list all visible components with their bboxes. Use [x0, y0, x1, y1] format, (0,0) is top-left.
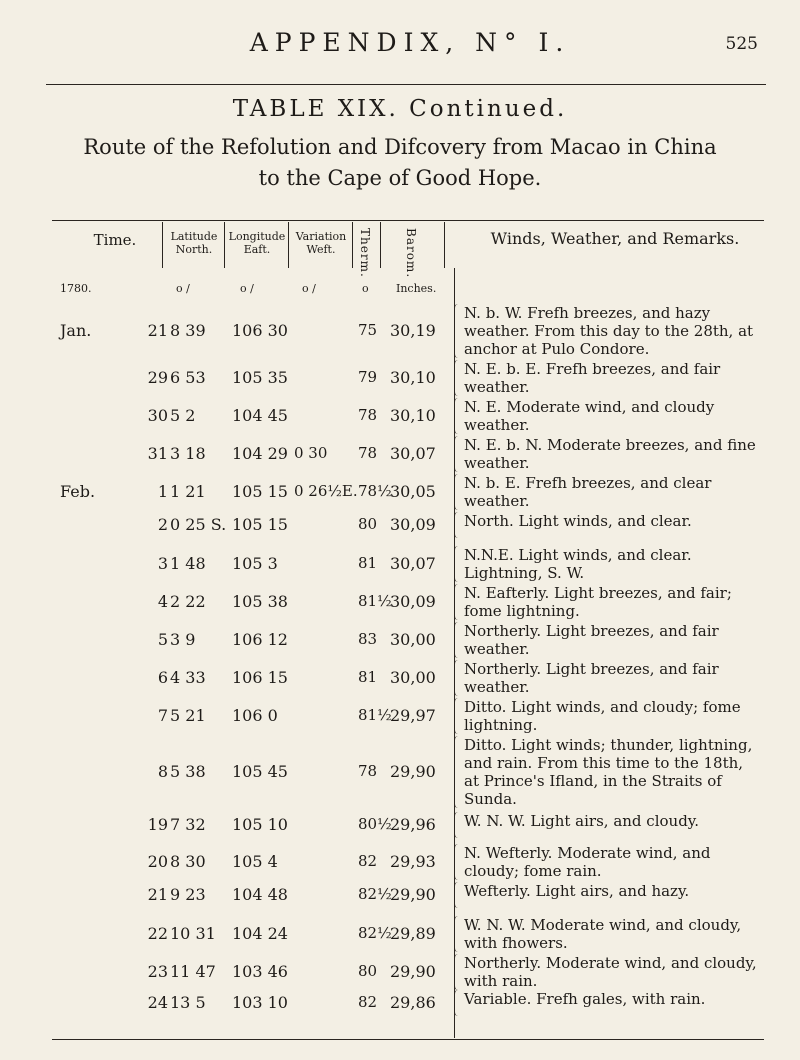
row-latitude: 10 31	[170, 924, 216, 943]
table-row	[52, 736, 764, 808]
table-title: TABLE XIX. Continued.	[232, 96, 568, 122]
table-row	[52, 660, 764, 696]
row-barom: 29,86	[390, 993, 436, 1012]
row-remark: Variable. Frefh gales, with rain.	[464, 990, 706, 1008]
row-therm: 78	[358, 406, 378, 424]
row-latitude: 3 18	[170, 444, 206, 463]
lon-unit: o /	[240, 282, 254, 295]
col-divider	[352, 222, 353, 268]
row-remark: N. E. Moderate wind, and cloudy weather.	[464, 398, 715, 434]
running-head-title: APPENDIX, N° I.	[249, 28, 571, 57]
table-subtitle: Route of the Refolution and Difcovery from Macao in China to the Cape of Good Hope.	[83, 135, 717, 190]
header-time: Time.	[93, 231, 137, 249]
col-divider	[224, 222, 225, 268]
row-therm: 81½	[358, 592, 392, 610]
row-remark: Wefterly. Light airs, and hazy.	[464, 882, 690, 900]
table-row	[52, 304, 764, 358]
row-therm: 81	[358, 668, 378, 686]
row-latitude: 1 21	[170, 482, 206, 501]
row-latitude: 3 9	[170, 630, 196, 649]
header-latitude: Latitude North.	[170, 230, 218, 256]
row-day: 22	[147, 924, 168, 943]
header-barom: Barom.	[404, 228, 418, 279]
row-therm: 80	[358, 962, 378, 980]
row-barom: 30,05	[390, 482, 436, 501]
therm-unit: o	[362, 282, 369, 295]
header-variation: Variation Weft.	[295, 230, 347, 256]
row-therm: 83	[358, 630, 378, 648]
row-remark: Ditto. Light winds; thunder, lightning, and rain. From this time to the 18th, at Prince's Ifland, in the Straits of Sunda.	[464, 736, 753, 808]
table-row	[52, 512, 764, 538]
row-month: Jan.	[60, 321, 92, 340]
row-longitude: 105 45	[232, 762, 288, 781]
row-therm: 78	[358, 762, 378, 780]
row-barom: 29,96	[390, 815, 436, 834]
table-row	[52, 474, 764, 510]
row-remark: N. E. b. E. Frefh breezes, and fair weather.	[464, 360, 721, 396]
row-barom: 30,19	[390, 321, 436, 340]
row-latitude: 7 32	[170, 815, 206, 834]
row-longitude: 105 4	[232, 852, 278, 871]
row-therm: 82½	[358, 924, 392, 942]
brace-icon	[454, 698, 459, 734]
brace-icon	[454, 584, 459, 620]
running-head	[0, 28, 800, 68]
table-row	[52, 954, 764, 990]
row-remark: W. N. W. Light airs, and cloudy.	[464, 812, 700, 830]
row-latitude: 5 38	[170, 762, 206, 781]
row-day: 23	[147, 962, 168, 981]
row-therm: 75	[358, 321, 378, 339]
brace-icon	[454, 436, 459, 472]
table-row	[52, 990, 764, 1016]
page-number: 525	[725, 34, 758, 54]
row-variation: 0 26½E.	[294, 482, 358, 500]
row-therm: 82	[358, 993, 378, 1011]
table-row	[52, 812, 764, 838]
row-remark: N. Wefterly. Moderate wind, and cloudy; fome rain.	[464, 844, 711, 880]
brace-icon	[454, 916, 459, 952]
row-remark: Northerly. Moderate wind, and cloudy, with rain.	[464, 954, 757, 990]
row-therm: 79	[358, 368, 378, 386]
row-day: 1	[157, 482, 168, 501]
row-day: 21	[147, 321, 168, 340]
row-latitude: 5 2	[170, 406, 196, 425]
row-latitude: 0 25 S.	[170, 515, 227, 534]
table-row	[52, 698, 764, 734]
table-row	[52, 584, 764, 620]
row-day: 20	[147, 852, 168, 871]
col-divider	[162, 222, 163, 268]
row-barom: 30,00	[390, 668, 436, 687]
row-therm: 80	[358, 515, 378, 533]
row-day: 7	[157, 706, 168, 725]
table-row	[52, 436, 764, 472]
row-therm: 78	[358, 444, 378, 462]
row-therm: 81	[358, 554, 378, 572]
row-day: 21	[147, 885, 168, 904]
brace-icon	[454, 398, 459, 434]
table-row	[52, 844, 764, 880]
row-barom: 30,07	[390, 554, 436, 573]
row-barom: 29,90	[390, 962, 436, 981]
brace-icon	[454, 844, 459, 880]
table-row	[52, 622, 764, 658]
row-remark: N.N.E. Light winds, and clear. Lightning, S. W.	[464, 546, 692, 582]
row-day: 30	[147, 406, 168, 425]
row-remark: N. b. W. Frefh breezes, and hazy weather. From this day to the 28th, at anchor at Pulo Condore.	[464, 304, 754, 358]
row-barom: 30,10	[390, 406, 436, 425]
row-barom: 30,09	[390, 515, 436, 534]
row-barom: 29,97	[390, 706, 436, 725]
row-therm: 80½	[358, 815, 392, 833]
brace-icon	[454, 474, 459, 510]
row-remark: North. Light winds, and clear.	[464, 512, 692, 530]
row-therm: 82½	[358, 885, 392, 903]
row-day: 31	[147, 444, 168, 463]
row-latitude: 1 48	[170, 554, 206, 573]
row-day: 2	[157, 515, 168, 534]
table-row	[52, 916, 764, 952]
row-longitude: 105 38	[232, 592, 288, 611]
row-remark: Ditto. Light winds, and cloudy; fome lightning.	[464, 698, 741, 734]
row-remark: W. N. W. Moderate wind, and cloudy, with fhowers.	[464, 916, 742, 952]
header-remarks: Winds, Weather, and Remarks.	[490, 229, 740, 248]
row-longitude: 104 24	[232, 924, 288, 943]
col-divider	[288, 222, 289, 268]
row-latitude: 11 47	[170, 962, 216, 981]
row-barom: 29,89	[390, 924, 436, 943]
brace-icon	[454, 546, 459, 582]
row-day: 29	[147, 368, 168, 387]
row-barom: 30,09	[390, 592, 436, 611]
row-barom: 30,00	[390, 630, 436, 649]
header-therm: Therm.	[358, 228, 372, 278]
row-day: 8	[157, 762, 168, 781]
row-day: 24	[147, 993, 168, 1012]
barom-unit: Inches.	[396, 282, 437, 295]
row-latitude: 8 30	[170, 852, 206, 871]
row-variation: 0 30	[294, 444, 328, 462]
row-latitude: 9 23	[170, 885, 206, 904]
row-latitude: 8 39	[170, 321, 206, 340]
table-row	[52, 546, 764, 582]
col-divider	[380, 222, 381, 268]
col-divider	[444, 222, 445, 268]
header-longitude: Longitude Eaft.	[228, 230, 286, 256]
row-remark: Northerly. Light breezes, and fair weather.	[464, 660, 719, 696]
row-therm: 81½	[358, 706, 392, 724]
row-remark: N. b. E. Frefh breezes, and clear weather.	[464, 474, 712, 510]
top-rule	[46, 84, 766, 85]
row-latitude: 5 21	[170, 706, 206, 725]
row-longitude: 106 15	[232, 668, 288, 687]
row-barom: 29,93	[390, 852, 436, 871]
row-remark: N. Eafterly. Light breezes, and fair; fome lightning.	[464, 584, 732, 620]
brace-icon	[454, 882, 459, 908]
brace-icon	[454, 360, 459, 396]
table-row	[52, 360, 764, 396]
brace-icon	[454, 512, 459, 538]
row-day: 4	[157, 592, 168, 611]
row-latitude: 2 22	[170, 592, 206, 611]
row-longitude: 103 10	[232, 993, 288, 1012]
row-day: 5	[157, 630, 168, 649]
row-barom: 30,07	[390, 444, 436, 463]
brace-icon	[454, 990, 459, 1016]
row-month: Feb.	[60, 482, 96, 501]
row-latitude: 4 33	[170, 668, 206, 687]
row-longitude: 103 46	[232, 962, 288, 981]
row-remark: Northerly. Light breezes, and fair weather.	[464, 622, 719, 658]
row-barom: 29,90	[390, 762, 436, 781]
brace-icon	[454, 736, 459, 808]
brace-icon	[454, 812, 459, 838]
row-longitude: 106 30	[232, 321, 288, 340]
row-day: 19	[147, 815, 168, 834]
row-longitude: 105 15	[232, 482, 288, 501]
row-remark: N. E. b. N. Moderate breezes, and fine weather.	[464, 436, 756, 472]
row-longitude: 104 48	[232, 885, 288, 904]
table-row	[52, 398, 764, 434]
row-barom: 30,10	[390, 368, 436, 387]
brace-icon	[454, 622, 459, 658]
var-unit: o /	[302, 282, 316, 295]
brace-icon	[454, 304, 459, 358]
year-label: 1780.	[60, 282, 92, 295]
lat-unit: o /	[176, 282, 190, 295]
row-latitude: 13 5	[170, 993, 206, 1012]
row-latitude: 6 53	[170, 368, 206, 387]
row-longitude: 105 15	[232, 515, 288, 534]
row-longitude: 106 0	[232, 706, 278, 725]
table-row	[52, 882, 764, 908]
brace-icon	[454, 660, 459, 696]
row-longitude: 104 45	[232, 406, 288, 425]
row-longitude: 105 35	[232, 368, 288, 387]
row-longitude: 105 3	[232, 554, 278, 573]
brace-icon	[454, 954, 459, 990]
row-day: 6	[157, 668, 168, 687]
row-day: 3	[157, 554, 168, 573]
row-barom: 29,90	[390, 885, 436, 904]
row-therm: 78½	[358, 482, 392, 500]
row-longitude: 106 12	[232, 630, 288, 649]
row-longitude: 104 29	[232, 444, 288, 463]
row-longitude: 105 10	[232, 815, 288, 834]
row-therm: 82	[358, 852, 378, 870]
